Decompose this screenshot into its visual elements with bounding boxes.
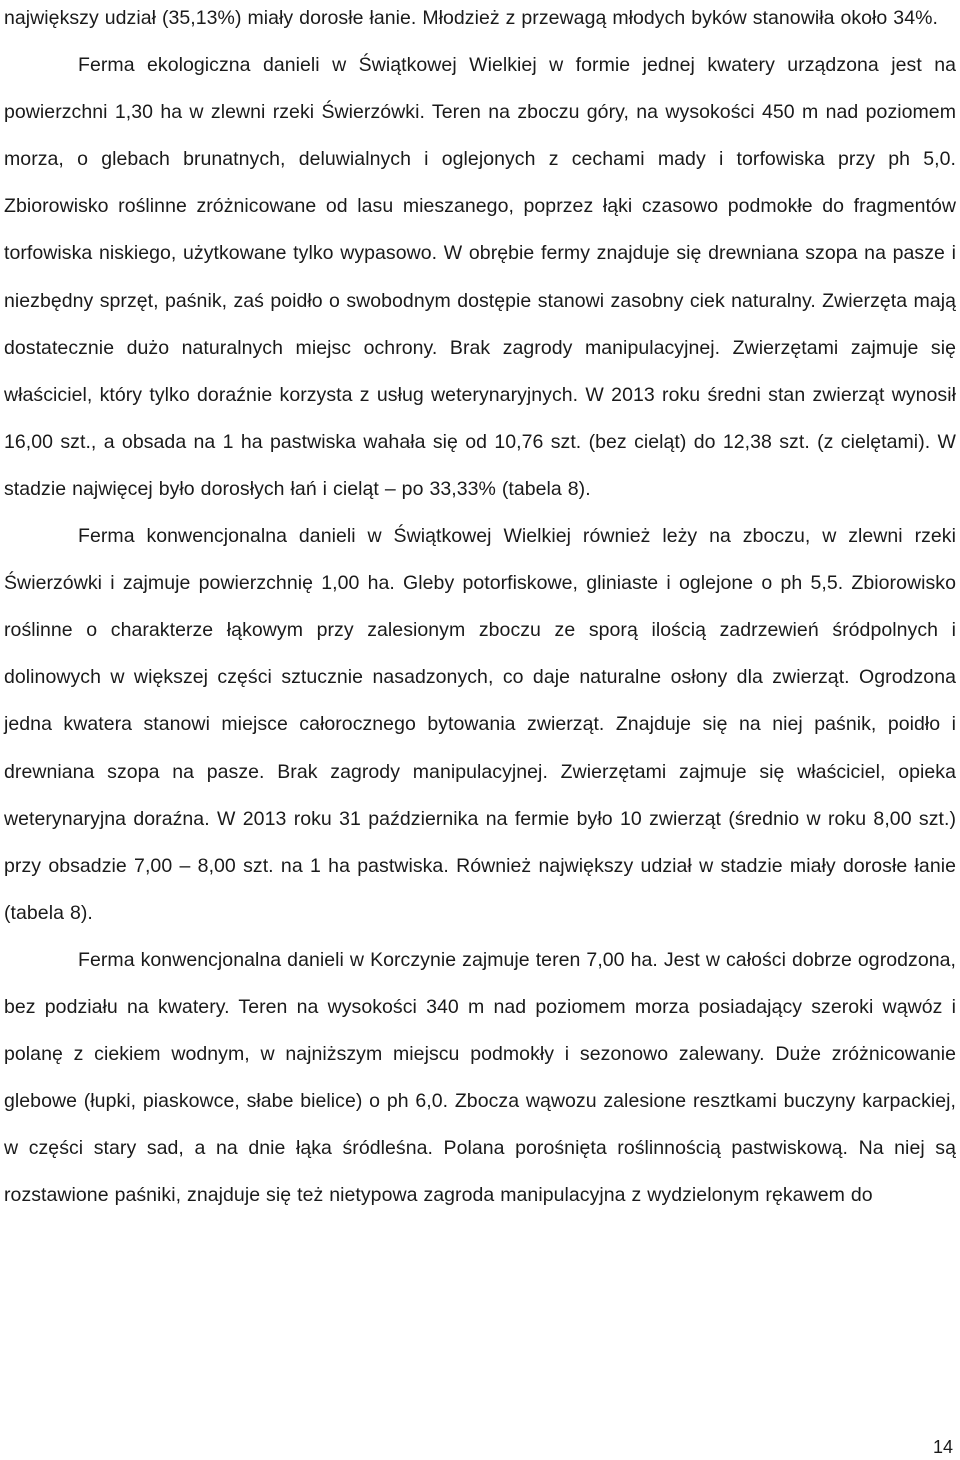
page-number: 14 [932,1437,953,1457]
paragraph-2: Ferma ekologiczna danieli w Świątkowej Wielkiej w formie jednej kwatery urządzona jest na powierzchni 1,30 ha w zlewni rzeki Świerzówki. Teren na zboczu góry, na wysokości 450 m nad poziomem morza, o glebach brunatnych, deluwialnych i oglejonych z cechami mady i torfowiska przy ph 5,0. Zbiorowisko roślinne zróżnicowane od lasu mieszanego, poprzez łąki czasowo podmokłe do fragmentów torfowiska niskiego, użytkowane tylko wypasowo. W obrębie fermy znajduje się drewniana szopa na pasze i niezbędny sprzęt, paśnik, zaś poidło o swobodnym dostępie stanowi zasobny ciek naturalny. Zwierzęta mają dostatecznie dużo naturalnych miejsc ochrony. Brak zagrody manipulacyjnej. Zwierzętami zajmuje się właściciel, który tylko doraźnie korzysta z usług weterynaryjnych. W 2013 roku średni stan zwierząt wynosił 16,00 szt., a obsada na 1 ha pastwiska wahała się od 10,76 szt. (bez cieląt) do 12,38 szt. (z cielętami). W stadzie najwięcej było dorosłych łań i cieląt – po 33,33% (tabela 8). [4,54,956,500]
paragraph-4: Ferma konwencjonalna danieli w Korczynie zajmuje teren 7,00 ha. Jest w całości dobrze ogrodzona, bez podziału na kwatery. Teren na wysokości 340 m nad poziomem morza posiadający szeroki wąwóz i polanę z ciekiem wodnym, w najniższym miejscu podmokły i sezonowo zalewany. Duże zróżnicowanie glebowe (łupki, piaskowce, słabe bielice) o ph 6,0. Zbocza wąwozu zalesione resztkami buczyny karpackiej, w części stary sad, a na dnie łąka śródleśna. Polana porośnięta roślinnością pastwiskową. Na niej są rozstawione paśniki, znajduje się też nietypowa zagroda manipulacyjna z wydzielonym rękawem do [4,948,956,1207]
paragraph-3: Ferma konwencjonalna danieli w Świątkowej Wielkiej również leży na zboczu, w zlewni rzeki Świerzówki i zajmuje powierzchnię 1,00 ha. Gleby potorfiskowe, gliniaste i oglejone o ph 5,5. Zbiorowisko roślinne o charakterze łąkowym przy zalesionym zboczu ze sporą ilością zadrzewień śródpolnych i dolinowych w większej części sztucznie nasadzonych, co daje naturalne osłony dla zwierząt. Ogrodzona jedna kwatera stanowi miejsce całorocznego bytowania zwierząt. Znajduje się na niej paśnik, poidło i drewniana szopa na pasze. Brak zagrody manipulacyjnej. Zwierzętami zajmuje się właściciel, opieka weterynaryjna doraźna. W 2013 roku 31 października na fermie było 10 zwierząt (średnio w roku 8,00 szt.) przy obsadzie 7,00 – 8,00 szt. na 1 ha pastwiska. Również największy udział w stadzie miały dorosłe łanie (tabela 8). [4,525,956,924]
document-page [4,0,956,1219]
paragraph-1: największy udział (35,13%) miały dorosłe łanie. Młodzież z przewagą młodych byków stanowiła około 34%. [4,7,938,29]
